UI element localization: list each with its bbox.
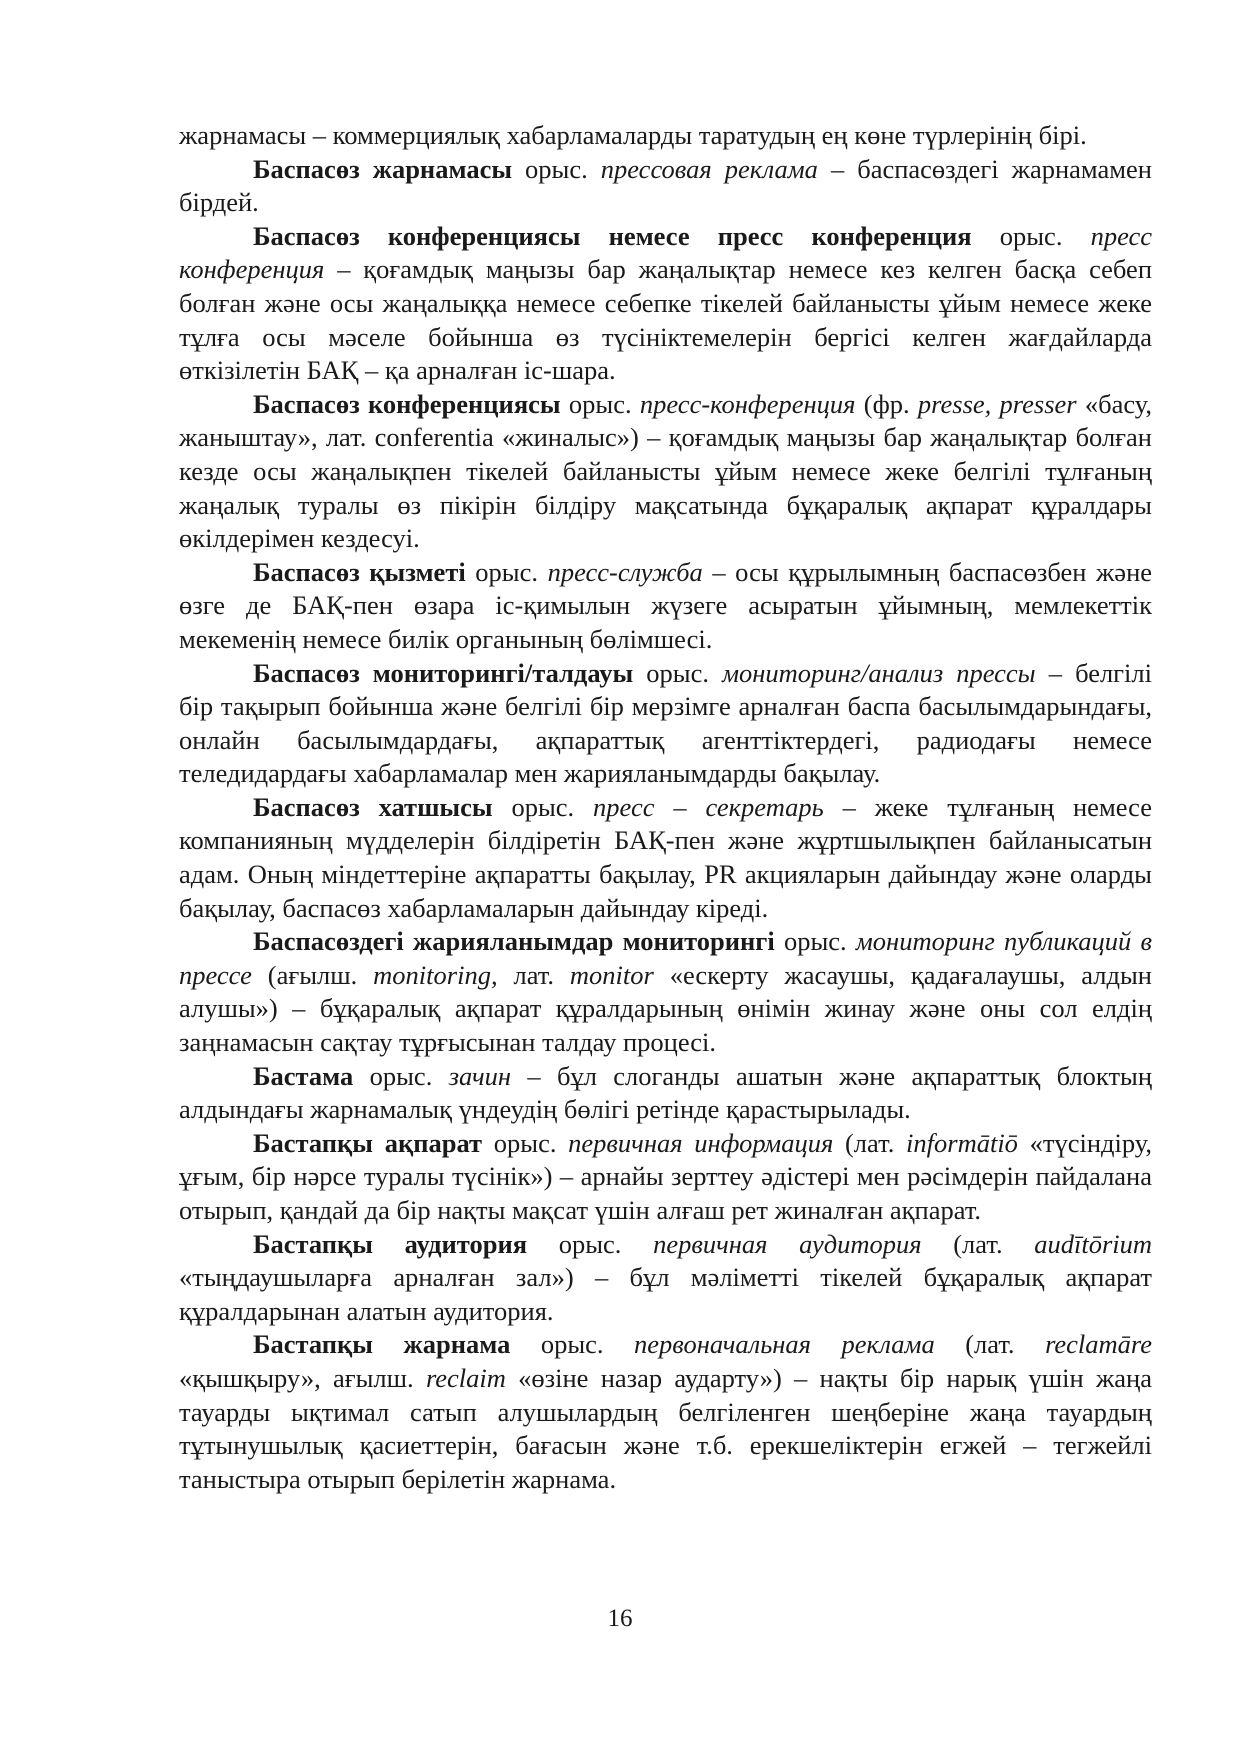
entry-russian-equivalent: первичная информация — [568, 1127, 834, 1158]
entry-etymology-word: reclaim — [425, 1362, 506, 1393]
dictionary-entry — [179, 791, 1152, 925]
entry-russian-equivalent: прессовая реклама — [600, 153, 818, 184]
dictionary-entry — [179, 657, 1152, 791]
entry-definition: (лат. — [921, 1228, 1035, 1259]
entry-definition: (лат. — [833, 1127, 907, 1158]
entry-definition: – белгілі бір тақырып бойынша және белгілі бір мерзімге арналған баспа басылымдарындағы, онлайн басылымдардағы, ақпараттық агенттіктердегі, радиодағы немесе теледидардағы хабарламалар мен жарияланымдарды бақылау. — [179, 657, 1153, 789]
page-number: 16 — [607, 1605, 633, 1632]
entry-language: орыс. — [369, 1060, 433, 1091]
entry-definition: – осы құрылымның баспасөзбен және өзге де БАҚ-пен өзара іс-қимылын жүзеге асыратын ұйымның, мемлекеттік мекеменің немесе билік органының бөлімшесі. — [179, 556, 1153, 654]
entry-russian-equivalent: пресс-конференция — [639, 388, 856, 419]
entry-russian-equivalent: первичная аудитория — [653, 1228, 922, 1259]
dictionary-entry — [179, 1060, 1152, 1127]
entry-language: орыс. — [568, 388, 632, 419]
entry-definition: (фр. — [855, 388, 918, 419]
continuation-paragraph: жарнамасы – коммерциялық хабарламаларды таратудың ең көне түрлерінің бірі. — [179, 120, 1087, 150]
dictionary-entry — [179, 1328, 1152, 1496]
entry-definition: (ағылш. — [251, 959, 374, 990]
dictionary-text — [179, 119, 1152, 1496]
entry-term: Баспасөз конференциясы — [253, 388, 561, 419]
entry-definition: (лат. — [934, 1329, 1046, 1360]
entry-language: орыс. — [525, 153, 588, 184]
entry-language: орыс. — [646, 657, 709, 688]
entry-term: Бастапқы аудитория — [253, 1228, 528, 1259]
entry-language: орыс. — [475, 556, 538, 587]
entry-language: орыс. — [999, 220, 1063, 251]
entry-language: орыс. — [493, 1127, 557, 1158]
entry-language: орыс. — [558, 1228, 622, 1259]
entry-russian-equivalent: мониторинг публикаций в прессе — [179, 926, 1153, 990]
dictionary-entry — [179, 556, 1152, 657]
entry-term: Бастама — [253, 1060, 354, 1091]
entry-language: орыс. — [783, 926, 847, 957]
entry-etymology-word: presse, presser — [917, 388, 1077, 419]
entry-russian-equivalent: пресс – секретарь — [593, 791, 824, 822]
dictionary-entry — [179, 388, 1152, 556]
dictionary-entry — [179, 153, 1152, 220]
dictionary-entry — [179, 925, 1152, 1059]
entry-etymology-word: reclamāre — [1045, 1329, 1153, 1360]
dictionary-entry — [179, 220, 1152, 388]
dictionary-entry — [179, 1228, 1152, 1329]
entry-definition: – баспасөздегі жарнамамен бірдей. — [179, 153, 1152, 218]
entry-term: Бастапқы ақпарат — [253, 1127, 483, 1158]
entry-russian-equivalent: зачин — [448, 1060, 511, 1091]
entry-term: Бастапқы жарнама — [253, 1329, 511, 1360]
entry-etymology-word: audītōrium — [1034, 1228, 1153, 1259]
entry-russian-equivalent: первоначальная реклама — [634, 1329, 935, 1360]
entry-term: Баспасөз конференциясы немесе пресс конференция — [253, 220, 972, 251]
entry-etymology-word: monitor — [569, 959, 654, 990]
entry-russian-equivalent: пресс конференция — [179, 220, 1153, 285]
entry-definition: «ескерту жасаушы, қадағалаушы, алдын алушы») – бұқаралық ақпарат құралдарының өнімін жинау және оны сол елдің заңнамасын сақтау тұрғысынан талдау процесі. — [179, 959, 1152, 1058]
entry-etymology-word: monitoring, — [373, 959, 498, 990]
entry-definition: лат. — [497, 959, 570, 990]
entry-term: Баспасөз жарнамасы — [253, 153, 513, 184]
entry-definition: – бұл слоганды ашатын және ақпараттық блоктың алдындағы жарнамалық үндеудің бөлігі ретінде қарастырылады. — [179, 1060, 1153, 1125]
entry-definition: «өзіне назар аударту») – нақты бір нарық үшін жаңа тауарды ықтимал сатып алушылардың белгіленген шеңберіне жаңа тауардың тұтынушылық қасиеттерін, бағасын және т.б. ерекшеліктерін егжей – тегжейлі таныстыра отырып берілетін жарнама. — [179, 1362, 1153, 1494]
entry-language: орыс. — [511, 791, 575, 822]
entry-term: Баспасөз қызметі — [253, 556, 466, 587]
entry-definition: – қоғамдық маңызы бар жаңалықтар немесе кез келген басқа себеп болған және осы жаңалыққа немесе себепке тікелей байланысты ұйым немесе жеке тұлға осы мәселе бойынша өз түсініктемелерін бергісі келген жағдайларда өткізілетін БАҚ – қа арналған іс-шара. — [179, 254, 1152, 386]
entry-language: орыс. — [540, 1329, 604, 1360]
entry-definition: – жеке тұлғаның немесе компанияның мүдделерін білдіретін БАҚ-пен және жұртшылықпен байланысатын адам. Оның міндеттеріне ақпаратты бақылау, PR акцияларын дайындау және оларды бақылау, баспасөз хабарламаларын дайындау кіреді. — [179, 791, 1152, 923]
entry-term: Баспасөздегі жарияланымдар мониторингі — [253, 926, 775, 957]
entry-russian-equivalent: мониторинг/анализ прессы — [722, 657, 1036, 688]
entry-definition: «басу, жаныштау», лат. conferentia «жиналыс») – қоғамдық маңызы бар жаңалықтар болған кезде осы жаңалықпен тікелей байланысты ұйым немесе жеке белгілі тұлғаның жаңалық туралы өз пікірін білдіру мақсатында бұқаралық ақпарат құралдары өкілдерімен кездесуі. — [179, 388, 1152, 554]
entry-etymology-word: informātiō — [906, 1127, 1018, 1158]
entry-russian-equivalent: пресс-служба — [547, 556, 703, 587]
entry-definition: «тыңдаушыларға арналған зал») – бұл мәліметті тікелей бұқаралық ақпарат құралдарынан алатын аудитория. — [179, 1262, 1152, 1326]
entry-term: Баспасөз мониторингі/талдауы — [253, 657, 634, 688]
entry-definition: «түсіндіру, ұғым, бір нәрсе туралы түсінік») – арнайы зерттеу әдістері мен рәсімдерін пайдалана отырып, қандай да бір нақты мақсат үшін алғаш рет жиналған ақпарат. — [179, 1127, 1152, 1225]
entry-definition: «қышқыру», ағылш. — [179, 1362, 426, 1393]
dictionary-entry — [179, 1127, 1152, 1228]
entry-term: Баспасөз хатшысы — [253, 791, 493, 822]
